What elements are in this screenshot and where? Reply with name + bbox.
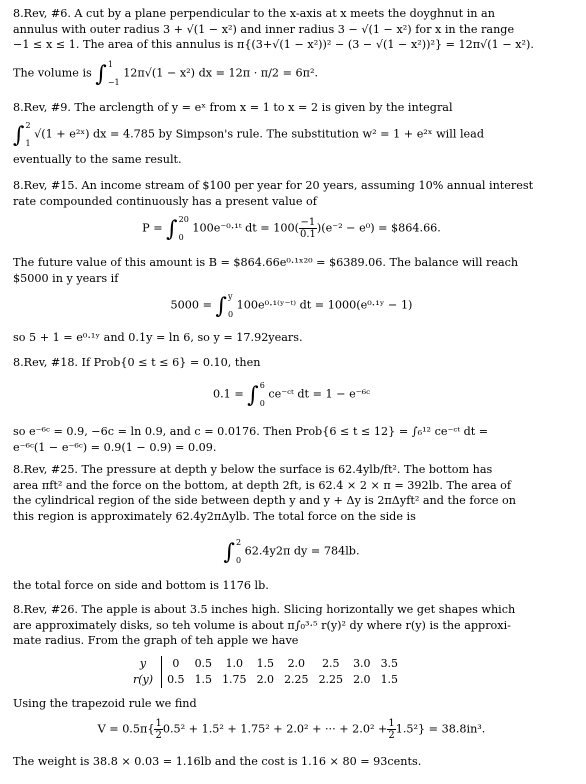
row-header-y: y	[128, 656, 162, 672]
table-cell: 3.5	[380, 657, 399, 670]
volume-expression: 12π√(1 − x²) dx = 12π · π/2 = 6π².	[123, 66, 319, 80]
denominator: 2	[155, 730, 162, 741]
half-fraction	[154, 718, 162, 741]
denominator: 2	[388, 730, 395, 741]
balance-equation	[13, 292, 570, 319]
integral-limits	[179, 215, 189, 242]
problem-9-line-3: eventually to the same result.	[13, 153, 182, 166]
problem-18-line-1: 8.Rev, #18. If Prob{0 ≤ t ≤ 6} = 0.10, then	[13, 356, 261, 369]
numerator: −1	[300, 217, 316, 228]
problem-9-end	[13, 152, 570, 168]
table-cell: 2.0	[256, 673, 275, 686]
force-equation	[13, 538, 570, 565]
problem-25-line-4: this region is approximately 62.4y2πΔylb. The total force on the side is	[13, 509, 416, 523]
eq-rhs: 100e⁰·¹⁽ʸ⁻ᵗ⁾ dt = 1000(e⁰·¹ʸ − 1)	[236, 298, 413, 312]
table-row	[128, 656, 403, 672]
problem-6-line-3: −1 ≤ x ≤ 1. The area of this annulus is π{(3+√(1 − x²))² − (3 − √(1 − x²))²} = 12π√(1 − x²).	[13, 38, 534, 51]
upper-limit: 20	[178, 215, 189, 224]
table-cell: 1.5	[256, 657, 275, 670]
problem-15-line-5: so 5 + 1 = e⁰·¹ʸ and 0.1y = ln 6, so y = 17.92years.	[13, 331, 303, 344]
apple-radius-table	[128, 656, 403, 688]
table-cell: 0	[172, 657, 180, 670]
problem-15-result	[13, 330, 570, 346]
lower-limit: 0	[235, 556, 242, 565]
problem-6-volume	[13, 60, 570, 87]
upper-limit: y	[227, 292, 233, 301]
problem-25-line-2: area πft² and the force on the bottom, at depth 2ft, is 62.4 × 2 × π = 392lb. The area of	[13, 478, 512, 492]
problem-26-line-1: 8.Rev, #26. The apple is about 3.5 inches high. Slicing horizontally we get shapes which	[13, 603, 516, 616]
table-cell: 2.0	[287, 657, 306, 670]
eq-middle: 100e⁻⁰·¹ᵗ dt = 100(	[192, 221, 299, 235]
upper-limit: 1	[107, 60, 113, 69]
numerator: 1	[155, 718, 162, 729]
problem-26	[13, 602, 570, 649]
problem-18-result	[13, 424, 570, 455]
eq-rhs: 62.4y2π dy = 784lb.	[244, 544, 360, 558]
eq-rhs: ce⁻ᶜᵗ dt = 1 − e⁻⁶ᶜ	[268, 387, 371, 401]
eq-middle: 0.5² + 1.5² + 1.75² + 2.0² + ··· + 2.0² +	[162, 722, 388, 736]
half-fraction	[387, 718, 395, 741]
problem-15-line-3: The future value of this amount is B = $864.66e⁰·¹ˣ²⁰ = $6389.06. The balance will reach	[13, 256, 519, 269]
integral-limits	[108, 60, 120, 87]
arclength-expression: √(1 + e²ˣ) dx = 4.785 by Simpson's rule. The substitution w² = 1 + e²ˣ will lead	[34, 127, 484, 141]
trapezoid-equation	[13, 718, 570, 741]
fraction	[299, 217, 317, 240]
problem-26-line-3: mate radius. From the graph of teh apple we have	[13, 634, 299, 647]
integral-sign: ∫	[95, 61, 107, 87]
table-cell: 1.0	[225, 657, 244, 670]
problem-26-trapezoid	[13, 696, 570, 712]
problem-15-future	[13, 255, 570, 286]
denominator: 0.1	[299, 229, 316, 240]
table-cell: 2.0	[353, 673, 371, 686]
integral-sign: ∫	[247, 382, 259, 408]
eq-lhs: V = 0.5π{	[97, 722, 155, 736]
lower-limit: −1	[107, 78, 120, 87]
upper-limit: 2	[25, 121, 31, 130]
table-cell: 1.75	[222, 673, 247, 686]
table-cell: 3.0	[353, 657, 371, 670]
table-cell: 1.5	[380, 673, 399, 686]
lower-limit: 0	[227, 310, 234, 319]
integral-sign: ∫	[13, 122, 25, 148]
problem-6-line-1: 8.Rev, #6. A cut by a plane perpendicular to the x-axis at x meets the doyghnut in an	[13, 7, 495, 20]
problem-15-line-2: rate compounded continuously has a present value of	[13, 194, 317, 208]
eq-rhs: )(e⁻² − e⁰) = $864.66.	[316, 221, 441, 235]
lower-limit: 0	[259, 399, 265, 408]
problem-15	[13, 178, 570, 209]
lower-limit: 0	[178, 233, 184, 242]
problem-25	[13, 462, 570, 524]
table-cell: 2.25	[318, 673, 344, 686]
problem-18-line-3: e⁻⁶ᶜ(1 − e⁻⁶ᶜ) = 0.9(1 − 0.9) = 0.09.	[13, 440, 217, 454]
problem-26-line-4: Using the trapezoid rule we find	[13, 697, 197, 710]
present-value-equation	[13, 215, 570, 242]
table-cell: 2.25	[284, 673, 309, 686]
eq-lhs: 5000 =	[170, 298, 212, 312]
upper-limit: 6	[259, 381, 265, 390]
problem-25-result	[13, 578, 570, 594]
integral-limits	[236, 538, 241, 565]
integral-limits	[228, 292, 233, 319]
problem-26-line-2: are approximately disks, so teh volume is about π∫₀³·⁵ r(y)² dy where r(y) is the approxi-	[13, 618, 511, 632]
problem-6	[13, 6, 570, 53]
problem-6-line-2: annulus with outer radius 3 + √(1 − x²) and inner radius 3 − √(1 − x²) for x in the range	[13, 22, 515, 36]
problem-9	[13, 100, 570, 116]
problem-9-line-1: 8.Rev, #9. The arclength of y = eˣ from x = 1 to x = 2 is given by the integral	[13, 101, 453, 114]
integral-sign: ∫	[166, 216, 178, 242]
integral-limits	[260, 381, 265, 408]
integral-sign: ∫	[223, 539, 235, 565]
table-row	[128, 672, 403, 688]
probability-equation	[13, 381, 570, 408]
problem-26-line-5: The weight is 38.8 × 0.03 = 1.16lb and the cost is 1.16 × 80 = 93cents.	[13, 755, 422, 768]
lower-limit: 1	[25, 139, 31, 148]
eq-lhs: 0.1 =	[212, 387, 244, 401]
problem-25-line-3: the cylindrical region of the side between depth y and y + Δy is 2πΔyft² and the force on	[13, 494, 516, 507]
problem-25-line-1: 8.Rev, #25. The pressure at depth y below the surface is 62.4ylb/ft². The bottom has	[13, 463, 493, 476]
problem-26-result	[13, 754, 570, 770]
integral-sign: ∫	[215, 293, 227, 319]
table-cell: 1.5	[194, 673, 213, 686]
problem-15-line-1: 8.Rev, #15. An income stream of $100 per year for 20 years, assuming 10% annual interest	[13, 179, 534, 192]
problem-15-line-4: $5000 in y years if	[13, 271, 119, 285]
row-header-r: r(y)	[128, 672, 162, 688]
table-cell: 2.5	[322, 657, 340, 670]
upper-limit: 2	[235, 538, 242, 547]
eq-rhs: 1.5²} = 38.8in³.	[395, 722, 486, 736]
eq-lhs: P =	[142, 221, 163, 235]
problem-9-integral	[13, 121, 570, 148]
numerator: 1	[388, 718, 395, 729]
table-cell: 0.5	[194, 657, 213, 670]
integral-limits	[25, 121, 30, 148]
volume-label: The volume is	[13, 66, 92, 80]
table-cell: 0.5	[167, 673, 185, 686]
problem-18	[13, 355, 570, 371]
problem-25-line-5: the total force on side and bottom is 1176 lb.	[13, 579, 269, 592]
problem-18-line-2: so e⁻⁶ᶜ = 0.9, −6c = ln 0.9, and c = 0.0176. Then Prob{6 ≤ t ≤ 12} = ∫₆¹² ce⁻ᶜᵗ dt =	[13, 425, 489, 438]
